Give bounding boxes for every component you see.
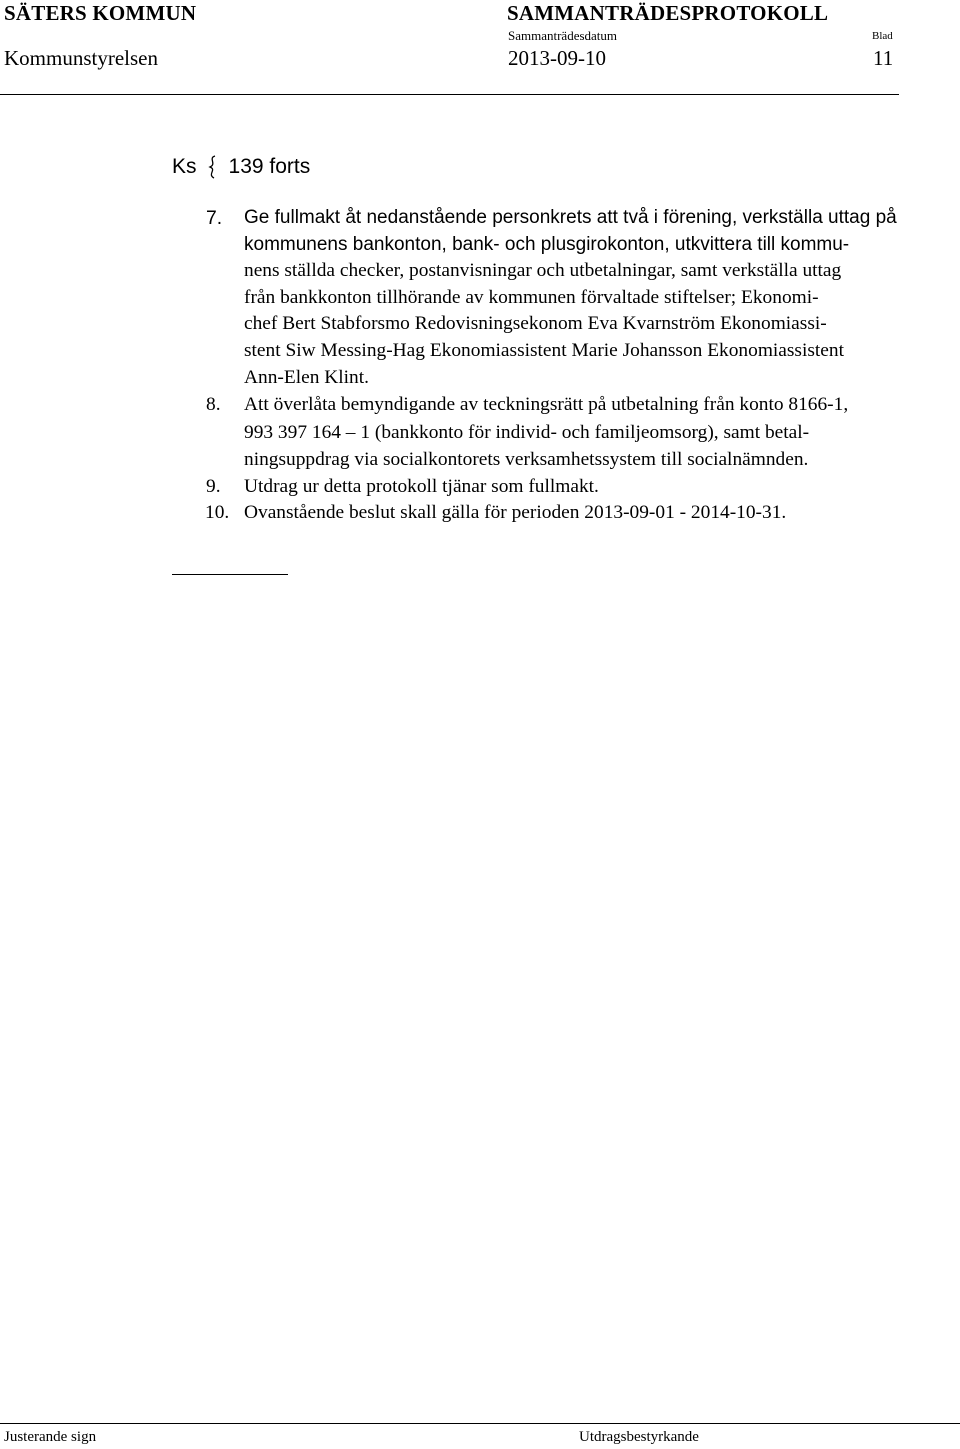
header-divider <box>0 94 899 95</box>
section-sign-icon <box>203 154 221 180</box>
page-label: Blad <box>872 30 893 42</box>
item-text-line: chef Bert Stabforsmo Redovisningsekonom Eva Kvarnström Ekonomiassi- <box>244 313 827 334</box>
item-number: 9. <box>206 476 221 497</box>
meeting-date-label: Sammanträdesdatum <box>508 28 618 43</box>
section-heading <box>172 154 310 180</box>
ks-number: 139 forts <box>228 155 311 178</box>
item-text-line: Att överlåta bemyndigande av teckningsrätt på utbetalning från konto 8166-1, <box>244 394 849 415</box>
item-text-line: från bankkonton tillhörande av kommunen förvaltade stiftelser; Ekonomi- <box>244 287 819 308</box>
item-text-line: ningsuppdrag via socialkontorets verksamhetssystem till socialnämnden. <box>244 449 809 470</box>
item-text-line: Ge fullmakt åt nedanstående personkrets att två i förening, verkställa uttag på <box>244 207 897 228</box>
item-number: 10. <box>205 502 230 523</box>
end-of-section-rule <box>172 574 288 575</box>
item-text-line: 993 397 164 – 1 (bankkonto för individ- och familjeomsorg), samt betal- <box>244 422 810 443</box>
ks-label: Ks <box>172 155 197 178</box>
item-number: 7. <box>206 207 223 229</box>
item-text-line: Ann-Elen Klint. <box>244 367 369 388</box>
document-title: SAMMANTRÄDESPROTOKOLL <box>507 1 829 25</box>
board-name: Kommunstyrelsen <box>4 46 158 70</box>
municipality-name: SÄTERS KOMMUN <box>4 1 197 25</box>
item-text-line: kommunens bankonton, bank- och plusgirokonton, utkvittera till kommu- <box>244 234 850 255</box>
item-text-line: nens ställda checker, postanvisningar och utbetalningar, samt verkställa uttag <box>244 260 842 281</box>
item-number: 8. <box>206 394 221 415</box>
item-text-line: Ovanstående beslut skall gälla för perioden 2013-09-01 - 2014-10-31. <box>244 502 787 523</box>
footer-divider <box>0 1423 960 1424</box>
item-text-line: Utdrag ur detta protokoll tjänar som fullmakt. <box>244 476 599 497</box>
page-number: 11 <box>873 46 894 70</box>
item-text-line: stent Siw Messing-Hag Ekonomiassistent Marie Johansson Ekonomiassistent <box>244 340 844 361</box>
justerande-sign-label: Justerande sign <box>4 1429 97 1445</box>
meeting-date: 2013-09-10 <box>508 46 606 70</box>
utdragsbestyrkande-label: Utdragsbestyrkande <box>579 1429 699 1445</box>
